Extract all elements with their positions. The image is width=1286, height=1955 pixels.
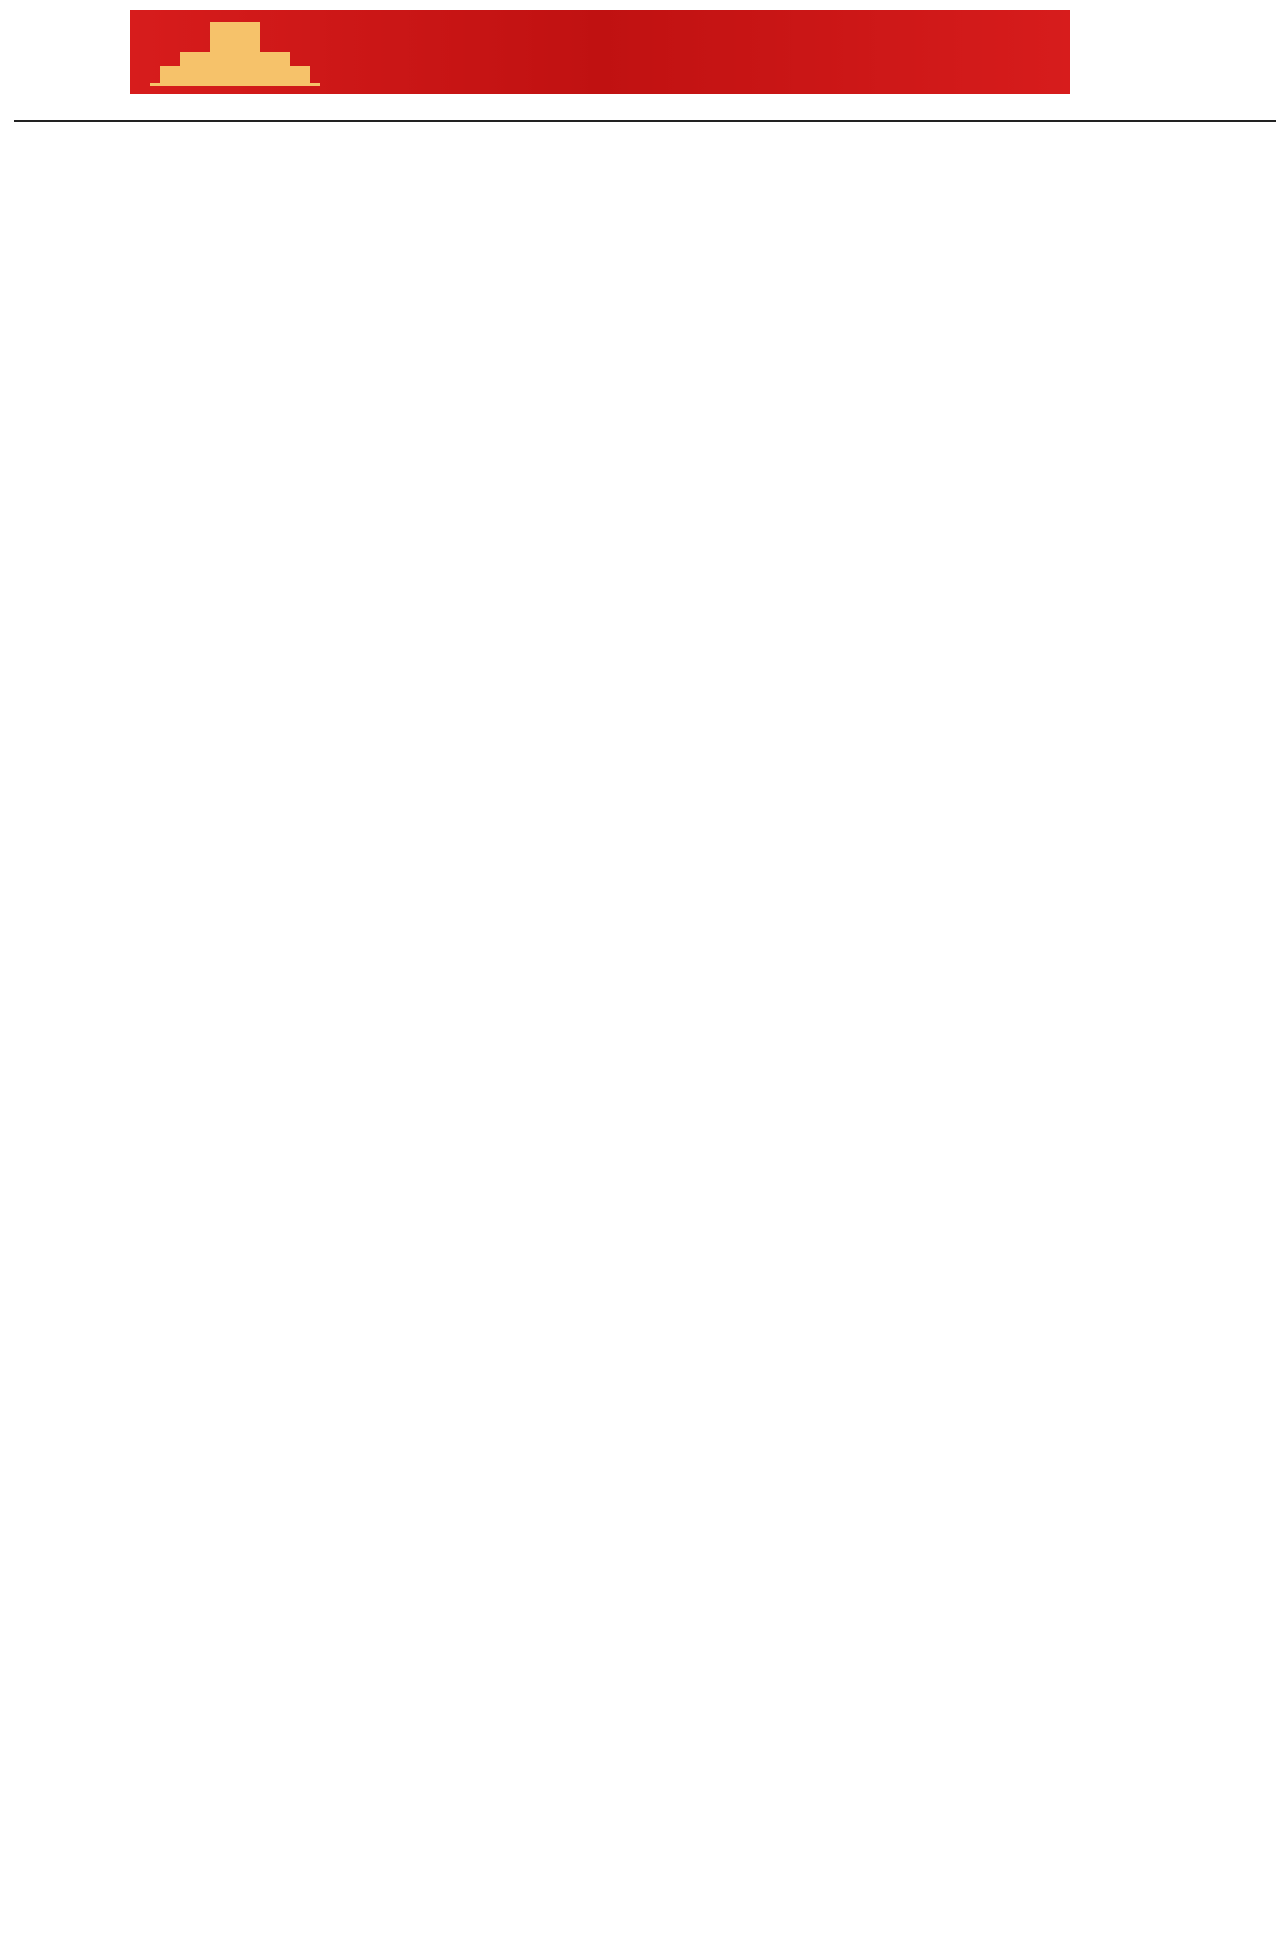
masthead	[0, 0, 1286, 104]
info-bar	[14, 104, 1276, 122]
section-banner	[130, 10, 1070, 94]
tiananmen-icon	[150, 22, 320, 86]
article1-column-1	[40, 280, 340, 1000]
